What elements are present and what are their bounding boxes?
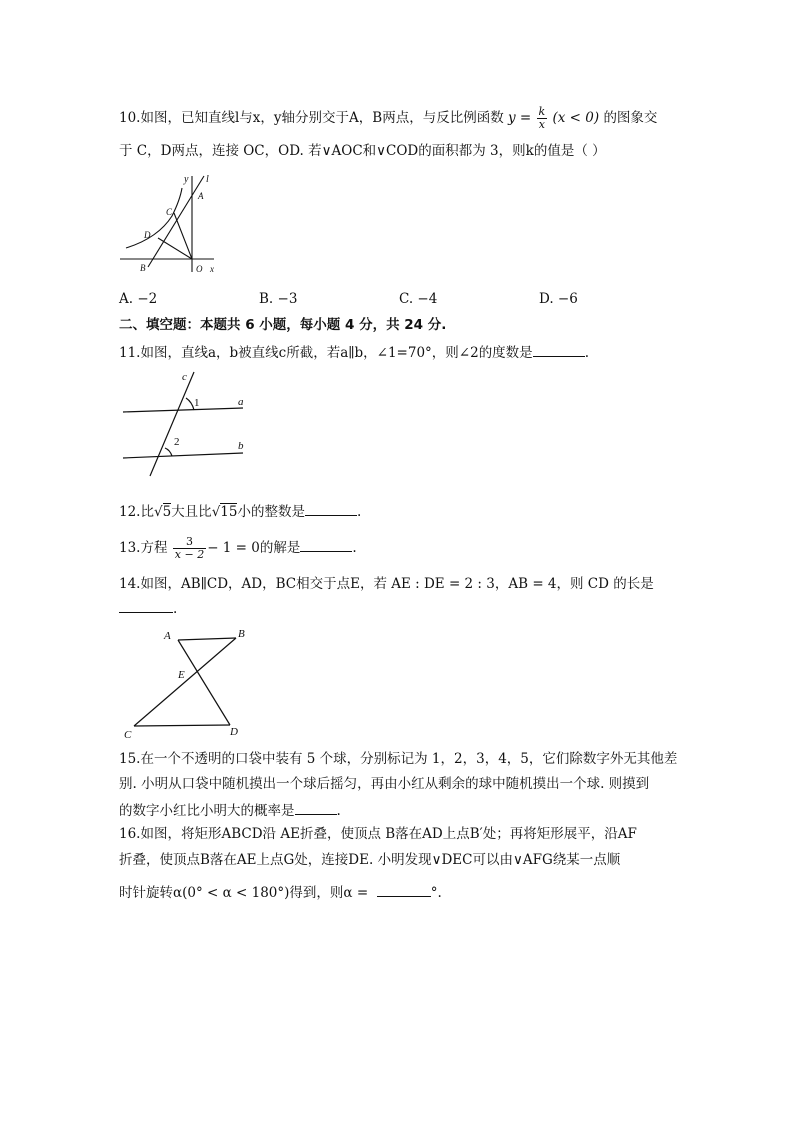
q10-text-b: 的图象交 (603, 110, 658, 126)
fig11-label-b: b (238, 440, 244, 452)
line-l (148, 176, 204, 267)
q12-text-a: 12.比 (119, 504, 154, 520)
fig14-label-A: A (164, 630, 171, 642)
q13-answer-blank (300, 537, 352, 552)
q10-option-d: D. −6 (539, 291, 578, 307)
seg-CD (134, 725, 230, 726)
fig11-label-c: c (182, 371, 187, 383)
q11-answer-blank (533, 342, 585, 357)
line-c (150, 372, 194, 476)
q10-text-a: 10.如图，已知直线l与x，y轴分别交于A，B两点，与反比例函数 (119, 110, 504, 126)
q10-option-b: B. −3 (259, 291, 298, 307)
fig14-label-D: D (230, 726, 238, 738)
fig10-label-A: A (198, 191, 204, 201)
q14-tail: . (173, 601, 178, 617)
fig10-label-C: C (166, 207, 173, 217)
sqrt15-radicand: 15 (220, 504, 238, 520)
sqrt5-radicand: 5 (162, 504, 172, 520)
sqrt15: √15 (211, 504, 238, 520)
q12-tail: . (356, 504, 362, 520)
q16-tail: °. (430, 885, 442, 901)
fig11-label-1: 1 (194, 397, 200, 409)
q11-text: 11.如图，直线a，b被直线c所截，若a∥b，∠1=70°，则∠2的度数是 (119, 345, 533, 361)
q12-text-c: 大且比 (171, 504, 212, 520)
q15-line3 (119, 800, 341, 820)
q10-line1 (119, 106, 657, 131)
angle-1-arc (186, 398, 194, 410)
func-condition: (x < 0) (552, 110, 600, 126)
fig10-label-l: l (206, 174, 209, 185)
func-denominator: x (538, 118, 545, 131)
q10-line2: 于 C，D两点，连接 OC，OD. 若∨AOC和∨COD的面积都为 3，则k的值是（ ） (119, 143, 606, 159)
seg-AD (178, 640, 230, 725)
q13-text-a: 13.方程 (119, 540, 168, 556)
q10-function (508, 105, 603, 131)
q14-figure (118, 624, 258, 742)
fig11-label-2: 2 (174, 436, 180, 448)
section-2-heading: 二、填空题：本题共 6 小题，每小题 4 分，共 24 分. (119, 317, 447, 333)
angle-2-arc (165, 448, 172, 456)
func-numerator: k (538, 105, 546, 118)
q12-text-e: 小的整数是 (237, 504, 305, 520)
q13-denominator: x − 2 (174, 548, 205, 561)
q11-figure (118, 368, 253, 480)
q15-text: 的数字小红比小明大的概率是 (119, 803, 295, 819)
fig14-label-E: E (178, 669, 185, 681)
q12-line (119, 501, 361, 521)
q10-option-c: C. −4 (399, 291, 438, 307)
seg-OD (158, 238, 192, 259)
q13-text-b: − 1 = 0的解是 (207, 540, 301, 556)
fig10-label-y: y (184, 174, 189, 185)
fig14-label-C: C (124, 729, 132, 741)
q15-line1: 15.在一个不透明的口袋中装有 5 个球，分别标记为 1，2，3，4，5，它们除数字外无其他差 (119, 751, 678, 767)
fig14-label-B: B (238, 628, 245, 640)
q15-line2: 别. 小明从口袋中随机摸出一个球后摇匀，再由小红从剩余的球中随机摸出一个球. 则摸到 (119, 776, 650, 792)
q15-tail: . (336, 803, 341, 819)
seg-AB (178, 638, 236, 640)
q16-line1: 16.如图，将矩形ABCD沿 AE折叠，使顶点 B落在AD上点B′处；再将矩形展平，沿AF (119, 826, 637, 842)
fig10-label-x: x (210, 264, 214, 274)
seg-OC (174, 213, 192, 259)
fig11-label-a: a (238, 396, 244, 408)
line-a (123, 408, 243, 412)
q16-line3 (119, 882, 442, 902)
q13-fraction (173, 536, 206, 561)
fig10-label-B: B (140, 263, 146, 273)
q11-line (119, 342, 589, 362)
q14-line2 (119, 598, 177, 618)
line-b (123, 453, 243, 458)
q16-text: 时针旋转α(0° < α < 180°)得到，则α = (119, 885, 369, 901)
q10-option-a: A. −2 (119, 291, 158, 307)
q14-answer-blank (119, 598, 173, 613)
q16-answer-blank (377, 882, 431, 897)
fig10-label-O: O (196, 264, 203, 274)
sqrt5: √5 (153, 504, 172, 520)
q11-tail: . (584, 345, 589, 361)
q10-figure (118, 172, 222, 278)
q13-line (119, 536, 357, 561)
q14-line: 14.如图，AB∥CD，AD，BC相交于点E，若 AE : DE = 2 : 3，AB = 4，则 CD 的长是 (119, 576, 654, 592)
q16-line2: 折叠，使顶点B落在AE上点G处，连接DE. 小明发现∨DEC可以由∨AFG绕某一点顺 (119, 852, 621, 868)
q13-numerator: 3 (173, 536, 206, 549)
hyperbola (126, 188, 182, 248)
fig10-label-D: D (144, 230, 151, 240)
func-fraction (537, 106, 548, 131)
func-lhs: y = (508, 110, 532, 126)
q13-tail: . (352, 540, 357, 556)
q12-answer-blank (305, 501, 357, 516)
q15-answer-blank (295, 800, 337, 815)
